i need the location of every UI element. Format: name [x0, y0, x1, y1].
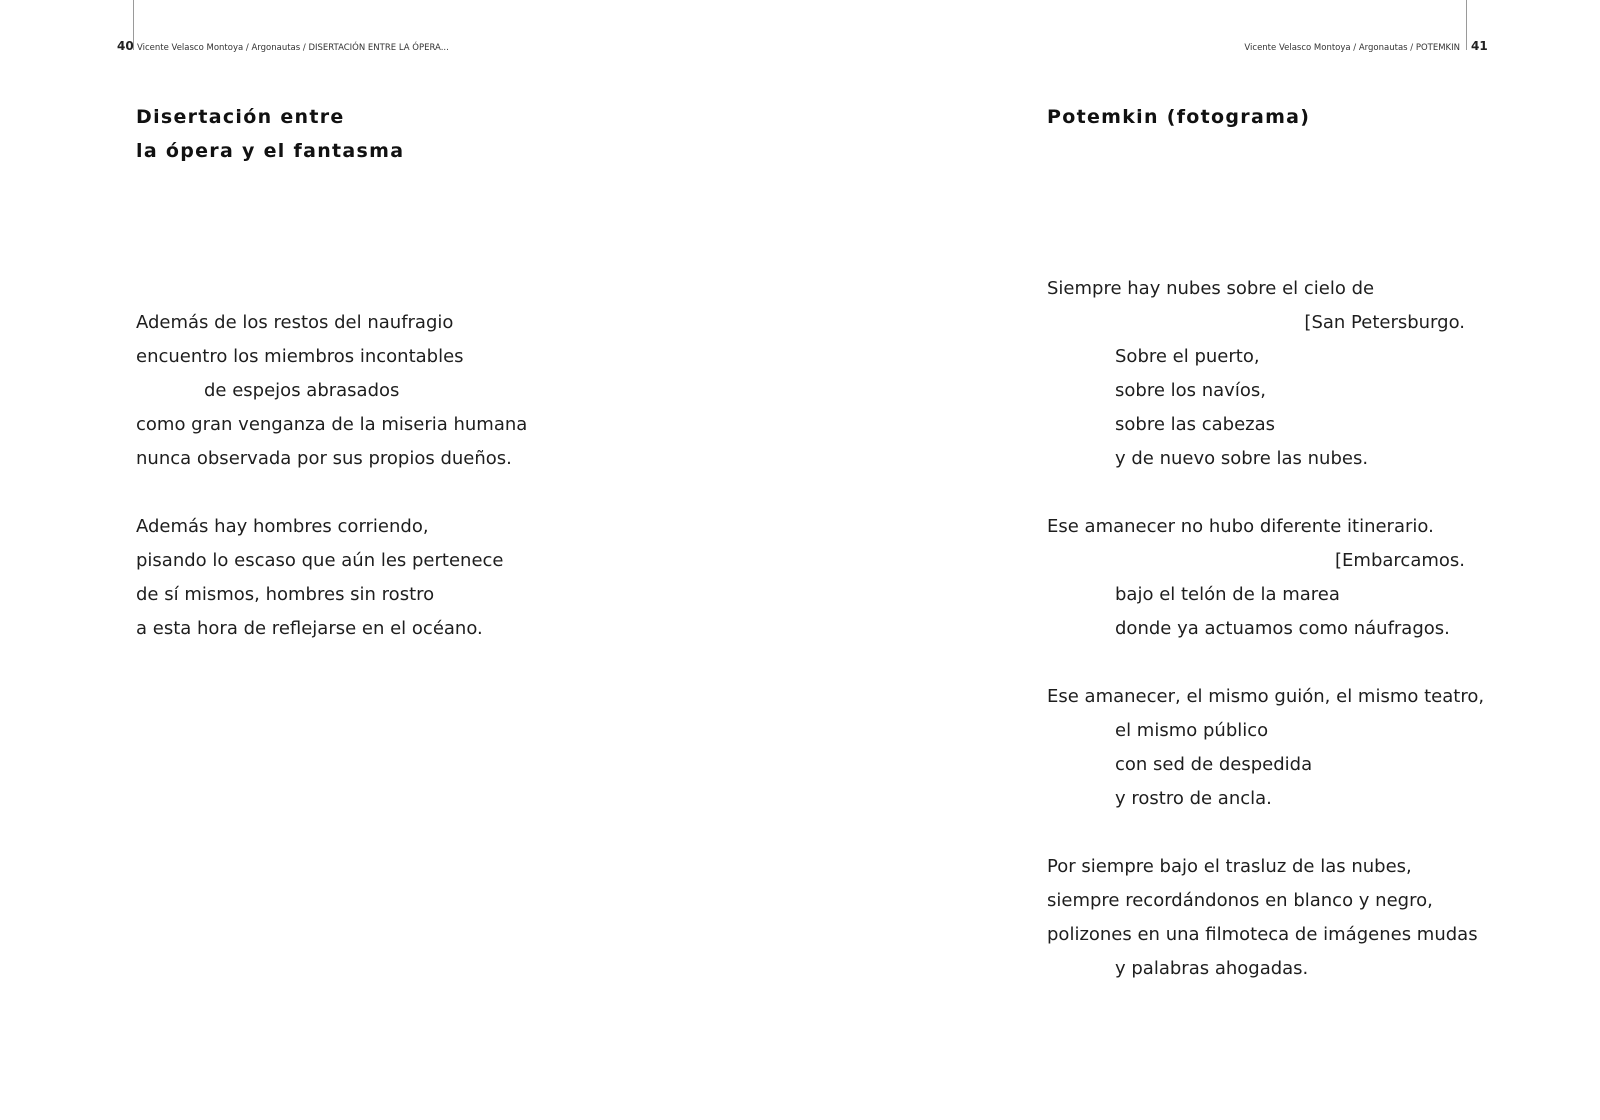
running-head-rule [1466, 0, 1467, 50]
verse-line: polizones en una filmoteca de imágenes mudas [1047, 924, 1478, 945]
verse-line: [Embarcamos. [1335, 550, 1465, 571]
verse-line: sobre las cabezas [1115, 414, 1276, 435]
verse-line: y de nuevo sobre las nubes. [1115, 448, 1369, 469]
page-number: 40 [117, 39, 134, 53]
poem-title [1047, 100, 1310, 134]
poem-title [136, 100, 404, 168]
verse-line: nunca observada por sus propios dueños. [136, 448, 512, 469]
verse-line: bajo el telón de la marea [1115, 584, 1340, 605]
verse-line: a esta hora de reflejarse en el océano. [136, 618, 483, 639]
verse-line: y rostro de ancla. [1115, 788, 1272, 809]
verse-line: y palabras ahogadas. [1115, 958, 1309, 979]
verse-line: de sí mismos, hombres sin rostro [136, 584, 435, 605]
verse-line: Sobre el puerto, [1115, 346, 1260, 367]
stanza-break [136, 476, 696, 510]
verse-line: con sed de despedida [1115, 754, 1313, 775]
verse-line: [San Petersburgo. [1304, 312, 1465, 333]
poem-title-line: la ópera y el fantasma [136, 140, 405, 162]
poem-title-line: Disertación entre [136, 106, 345, 128]
verse-line: sobre los navíos, [1115, 380, 1266, 401]
right-page [800, 0, 1600, 1120]
verse-line: Por siempre bajo el trasluz de las nubes, [1047, 856, 1412, 877]
running-head: Vicente Velasco Montoya / Argonautas / POTEMKIN [1244, 43, 1460, 53]
poem-title-line: Potemkin (fotograma) [1047, 106, 1311, 128]
verse-line: como gran venganza de la miseria humana [136, 414, 528, 435]
verse-line: Además hay hombres corriendo, [136, 516, 429, 537]
poem-body [136, 306, 696, 646]
verse-line: de espejos abrasados [204, 380, 400, 401]
stanza-break [1047, 646, 1465, 680]
verse-line: Ese amanecer, el mismo guión, el mismo teatro, [1047, 686, 1485, 707]
verse-line: Ese amanecer no hubo diferente itinerario. [1047, 516, 1434, 537]
verse-line: donde ya actuamos como náufragos. [1115, 618, 1450, 639]
page-number: 41 [1471, 39, 1488, 53]
stanza-break [1047, 816, 1465, 850]
verse-line: pisando lo escaso que aún les pertenece [136, 550, 504, 571]
verse-line: el mismo público [1115, 720, 1269, 741]
running-head: Vicente Velasco Montoya / Argonautas / DISERTACIÓN ENTRE LA ÓPERA... [137, 43, 449, 53]
verse-line: Siempre hay nubes sobre el cielo de [1047, 278, 1375, 299]
verse-line: encuentro los miembros incontables [136, 346, 464, 367]
poem-body [1047, 272, 1485, 986]
stanza-break [1047, 476, 1465, 510]
verse-line: siempre recordándonos en blanco y negro, [1047, 890, 1433, 911]
verse-line: Además de los restos del naufragio [136, 312, 454, 333]
